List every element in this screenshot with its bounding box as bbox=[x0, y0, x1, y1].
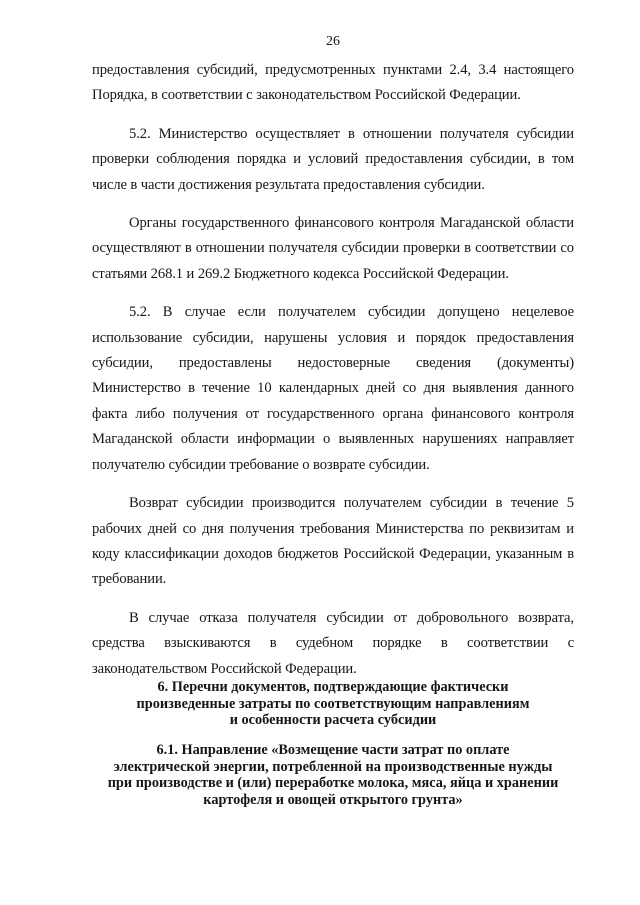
section-6-heading bbox=[92, 679, 574, 729]
section-6-1-line: электрической энергии, потребленной на производственные нужды bbox=[113, 758, 553, 775]
paragraph-refusal: В случае отказа получателя субсидии от добровольного возврата, средства взыскиваются в судебном порядке в соответствии с законодательством Российской Федерации. bbox=[92, 609, 574, 677]
section-6-1-line: при производстве и (или) переработке молока, мяса, яйца и хранении bbox=[107, 775, 559, 792]
section-6-1-heading bbox=[92, 742, 574, 808]
paragraph-refund: Возврат субсидии производится получателем субсидии в течение 5 рабочих дней со дня получения требования Министерства по реквизитам и коду классификации доходов бюджетов Российской Федерации, указанным в требовании. bbox=[92, 495, 574, 588]
paragraph-5-2-ministry-checks: 5.2. Министерство осуществляет в отношении получателя субсидии проверки соблюдения порядка и условий предоставления субсидии, в том числе в части достижения результата предоставления субсидии. bbox=[92, 125, 574, 193]
paragraph-continuation: предоставления субсидий, предусмотренных пунктами 2.4, 3.4 настоящего Порядка, в соответствии с законодательством Российской Федерации. bbox=[92, 62, 574, 104]
page-number: 26 bbox=[326, 34, 340, 49]
section-6-line: и особенности расчета субсидии bbox=[229, 712, 437, 729]
section-6-1-line: картофеля и овощей открытого грунта» bbox=[203, 791, 463, 808]
section-6-line: 6. Перечни документов, подтверждающие фактически bbox=[157, 679, 509, 695]
section-6-line: произведенные затраты по соответствующим направлениям bbox=[136, 695, 530, 712]
body-text bbox=[92, 58, 574, 682]
paragraph-financial-control: Органы государственного финансового контроля Магаданской области осуществляют в отношении получателя субсидии проверки в соответствии со статьями 268.1 и 269.2 Бюджетного кодекса Российской Федерации. bbox=[92, 215, 574, 282]
section-6-1-line: 6.1. Направление «Возмещение части затрат по оплате bbox=[156, 742, 510, 758]
paragraph-5-2-misuse: 5.2. В случае если получателем субсидии допущено нецелевое использование субсидии, нарушены условия и порядок предоставления субсидии, предоставлены недостоверные сведения (документы) Министерство в течение 10 календарных дней со дня выявления данного факта либо получения от государственного органа финансового контроля Магаданской области информации о выявленных нарушениях направляет получателю субсидии требование о возврате субсидии. bbox=[92, 304, 574, 473]
